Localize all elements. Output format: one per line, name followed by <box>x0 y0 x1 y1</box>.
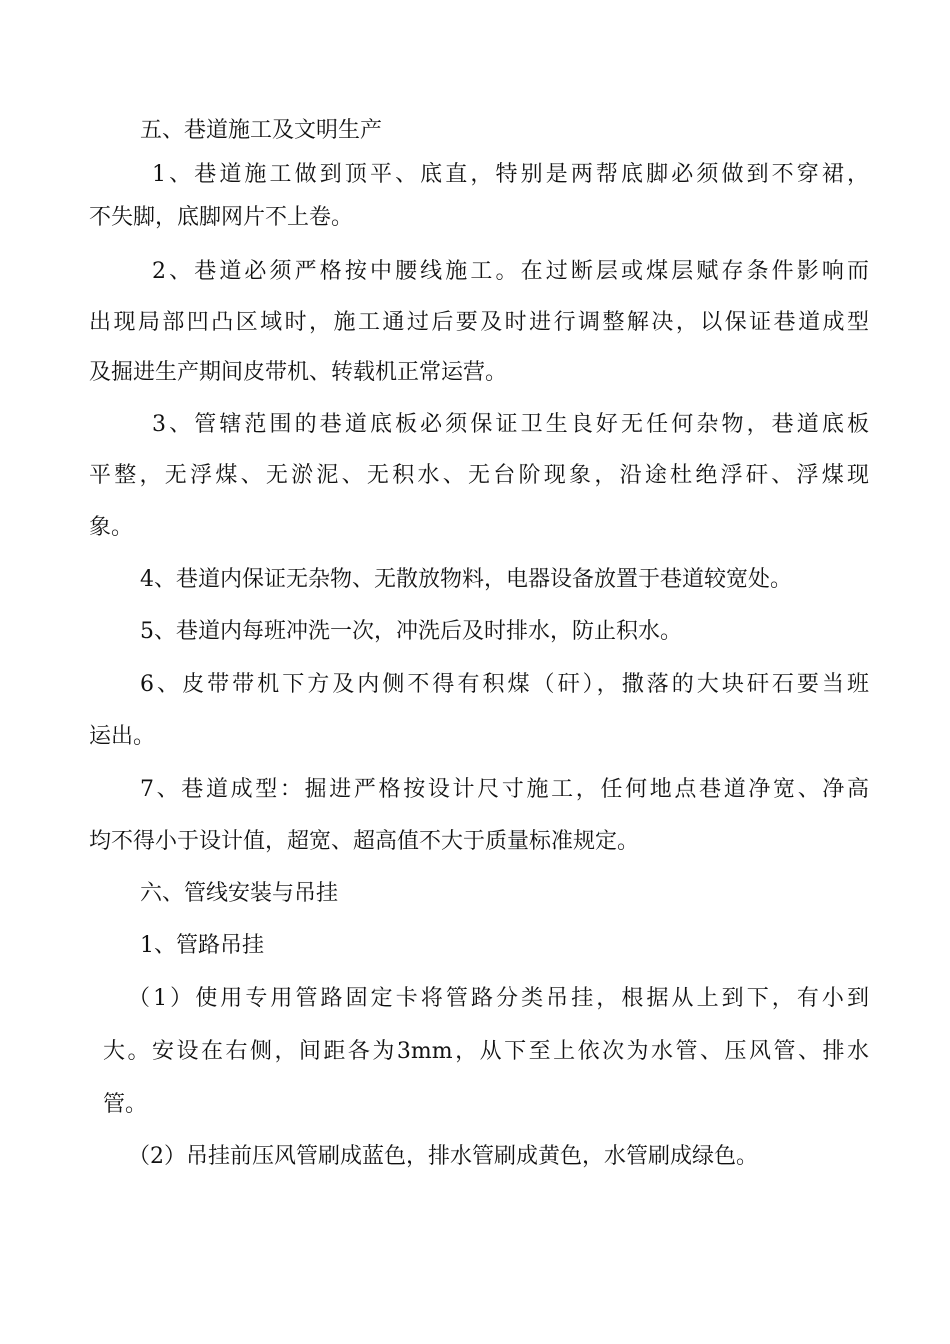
paragraph-line: 5、巷道内每班冲洗一次，冲洗后及时排水，防止积水。 <box>140 619 682 644</box>
section-heading: 五、巷道施工及文明生产 <box>140 118 383 143</box>
subsection-heading: 1、管路吊挂 <box>140 933 264 958</box>
paragraph-line: （1）使用专用管路固定卡将管路分类吊挂，根据从上到下，有小到 <box>128 986 869 1011</box>
paragraph-line: 及掘进生产期间皮带机、转载机正常运营。 <box>89 360 508 385</box>
paragraph-line: 平整，无浮煤、无淤泥、无积水、无台阶现象，沿途杜绝浮矸、浮煤现 <box>89 463 869 488</box>
paragraph-line: 出现局部凹凸区域时，施工通过后要及时进行调整解决，以保证巷道成型 <box>89 310 869 335</box>
paragraph-line: 大。安设在右侧，间距各为3mm，从下至上依次为水管、压风管、排水 <box>103 1039 869 1064</box>
paragraph-line: （2）吊挂前压风管刷成蓝色，排水管刷成黄色，水管刷成绿色。 <box>128 1144 758 1169</box>
paragraph-line: 6、皮带带机下方及内侧不得有积煤（矸），撒落的大块矸石要当班 <box>140 672 869 697</box>
paragraph-line: 管。 <box>103 1092 148 1117</box>
paragraph-line: 4、巷道内保证无杂物、无散放物料，电器设备放置于巷道较宽处。 <box>140 567 792 592</box>
paragraph-line: 运出。 <box>89 724 156 749</box>
paragraph-line: 2、巷道必须严格按中腰线施工。在过断层或煤层赋存条件影响而 <box>152 259 869 284</box>
section-heading: 六、管线安装与吊挂 <box>140 881 339 906</box>
paragraph-line: 均不得小于设计值，超宽、超高值不大于质量标准规定。 <box>89 829 640 854</box>
paragraph-line: 1、巷道施工做到顶平、底直，特别是两帮底脚必须做到不穿裙， <box>152 162 869 187</box>
paragraph-line: 不失脚，底脚网片不上卷。 <box>89 205 354 230</box>
paragraph-line: 3、管辖范围的巷道底板必须保证卫生良好无任何杂物，巷道底板 <box>152 412 869 437</box>
paragraph-line: 象。 <box>89 515 134 540</box>
paragraph-line: 7、巷道成型：掘进严格按设计尺寸施工，任何地点巷道净宽、净高 <box>140 777 869 802</box>
